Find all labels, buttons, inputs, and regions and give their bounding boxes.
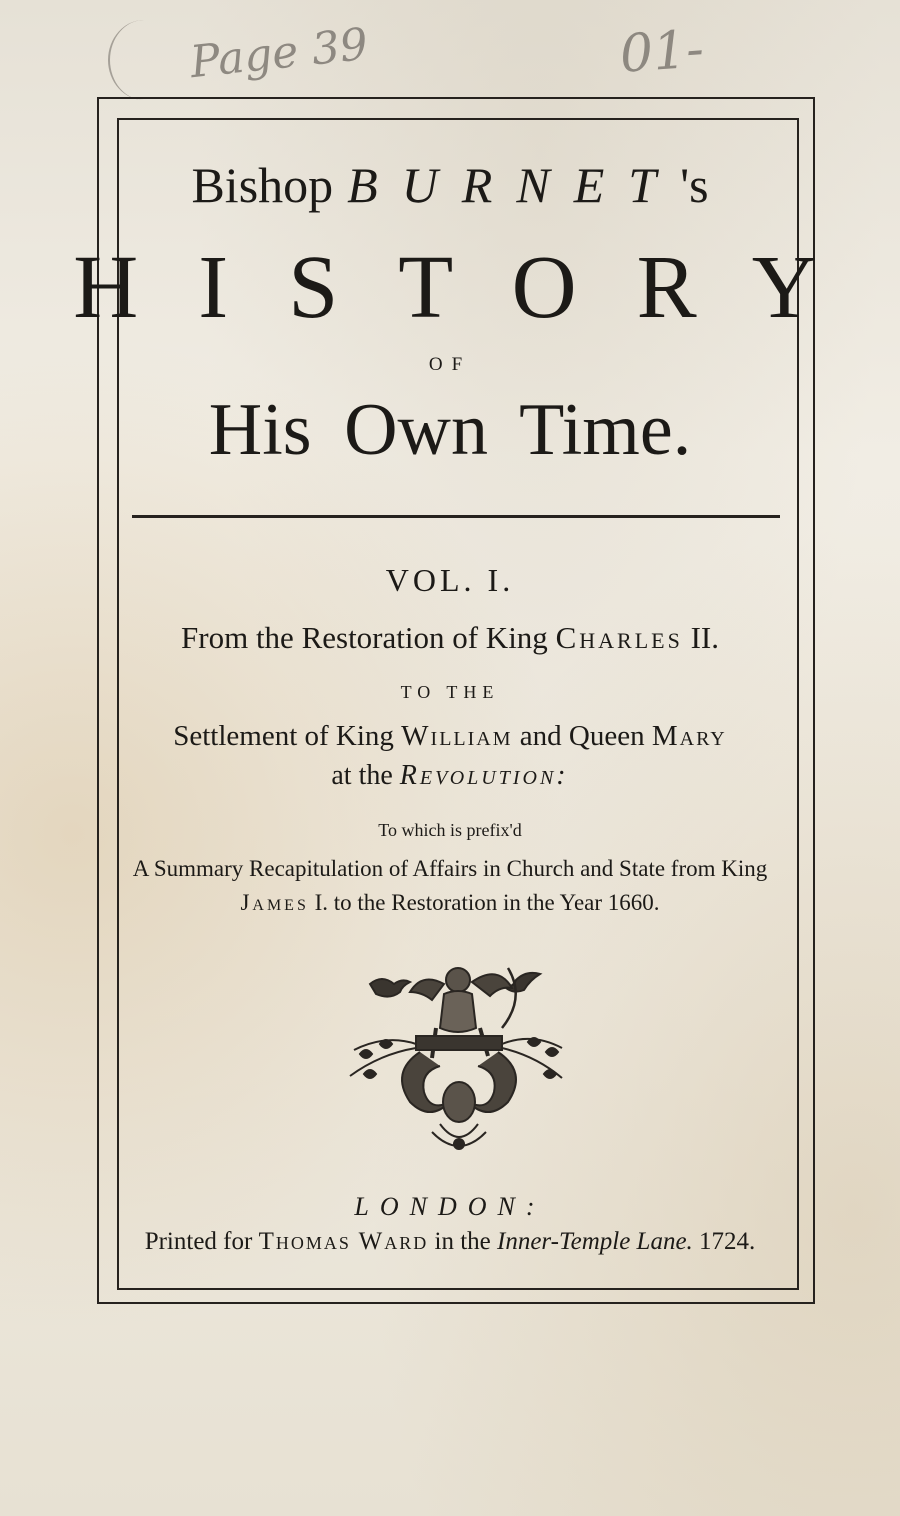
- imprint-city: LONDON:: [354, 1192, 546, 1221]
- imprint-line: [0, 1228, 900, 1256]
- king-william: William: [401, 720, 513, 752]
- king-james: James: [240, 890, 309, 915]
- james-line: [0, 890, 900, 916]
- settlement-text: Settlement of King: [173, 720, 402, 752]
- james-text: I. to the Restoration in the Year 1660.: [308, 890, 660, 915]
- volume-revolution-line: [0, 760, 900, 792]
- title-possessive: 's: [680, 157, 709, 213]
- volume-to-the: TO THE: [400, 682, 500, 702]
- from-numeral: II.: [682, 620, 719, 655]
- queen-mary: Mary: [651, 720, 727, 752]
- pencil-page-note: Page 39: [187, 18, 371, 89]
- volume-number: VOL. I.: [385, 562, 515, 598]
- printer-place: Inner-Temple Lane.: [497, 1228, 693, 1255]
- revolution-pre: at the: [331, 760, 400, 791]
- imprint-year: 1724.: [692, 1228, 756, 1255]
- volume-settlement-line: [0, 720, 900, 753]
- cupid-ornament-icon: [340, 962, 570, 1152]
- printed-in: in the: [428, 1228, 498, 1255]
- title-author-line: [0, 156, 900, 214]
- title-bishop: Bishop: [191, 157, 334, 213]
- pencil-number: 01-: [618, 19, 706, 85]
- revolution-word: Revolution:: [399, 760, 569, 791]
- title-main: HISTORY: [73, 238, 877, 337]
- title-author: BURNET: [347, 157, 681, 213]
- title-rule: [132, 515, 780, 518]
- summary-line: A Summary Recapitulation of Affairs in Church and State from King: [132, 856, 768, 881]
- title-subtitle: His Own Time.: [208, 389, 692, 471]
- title-of: OF: [428, 354, 472, 375]
- printed-for: Printed for: [144, 1228, 259, 1255]
- king-charles: Charles: [555, 620, 683, 655]
- queen-text: and Queen: [512, 720, 652, 752]
- volume-from-line: [0, 620, 900, 656]
- pencil-bracket: [108, 20, 180, 100]
- prefix-line: To which is prefix'd: [378, 820, 522, 840]
- printer-name: Thomas Ward: [258, 1228, 429, 1255]
- from-text: From the Restoration of King: [181, 620, 556, 655]
